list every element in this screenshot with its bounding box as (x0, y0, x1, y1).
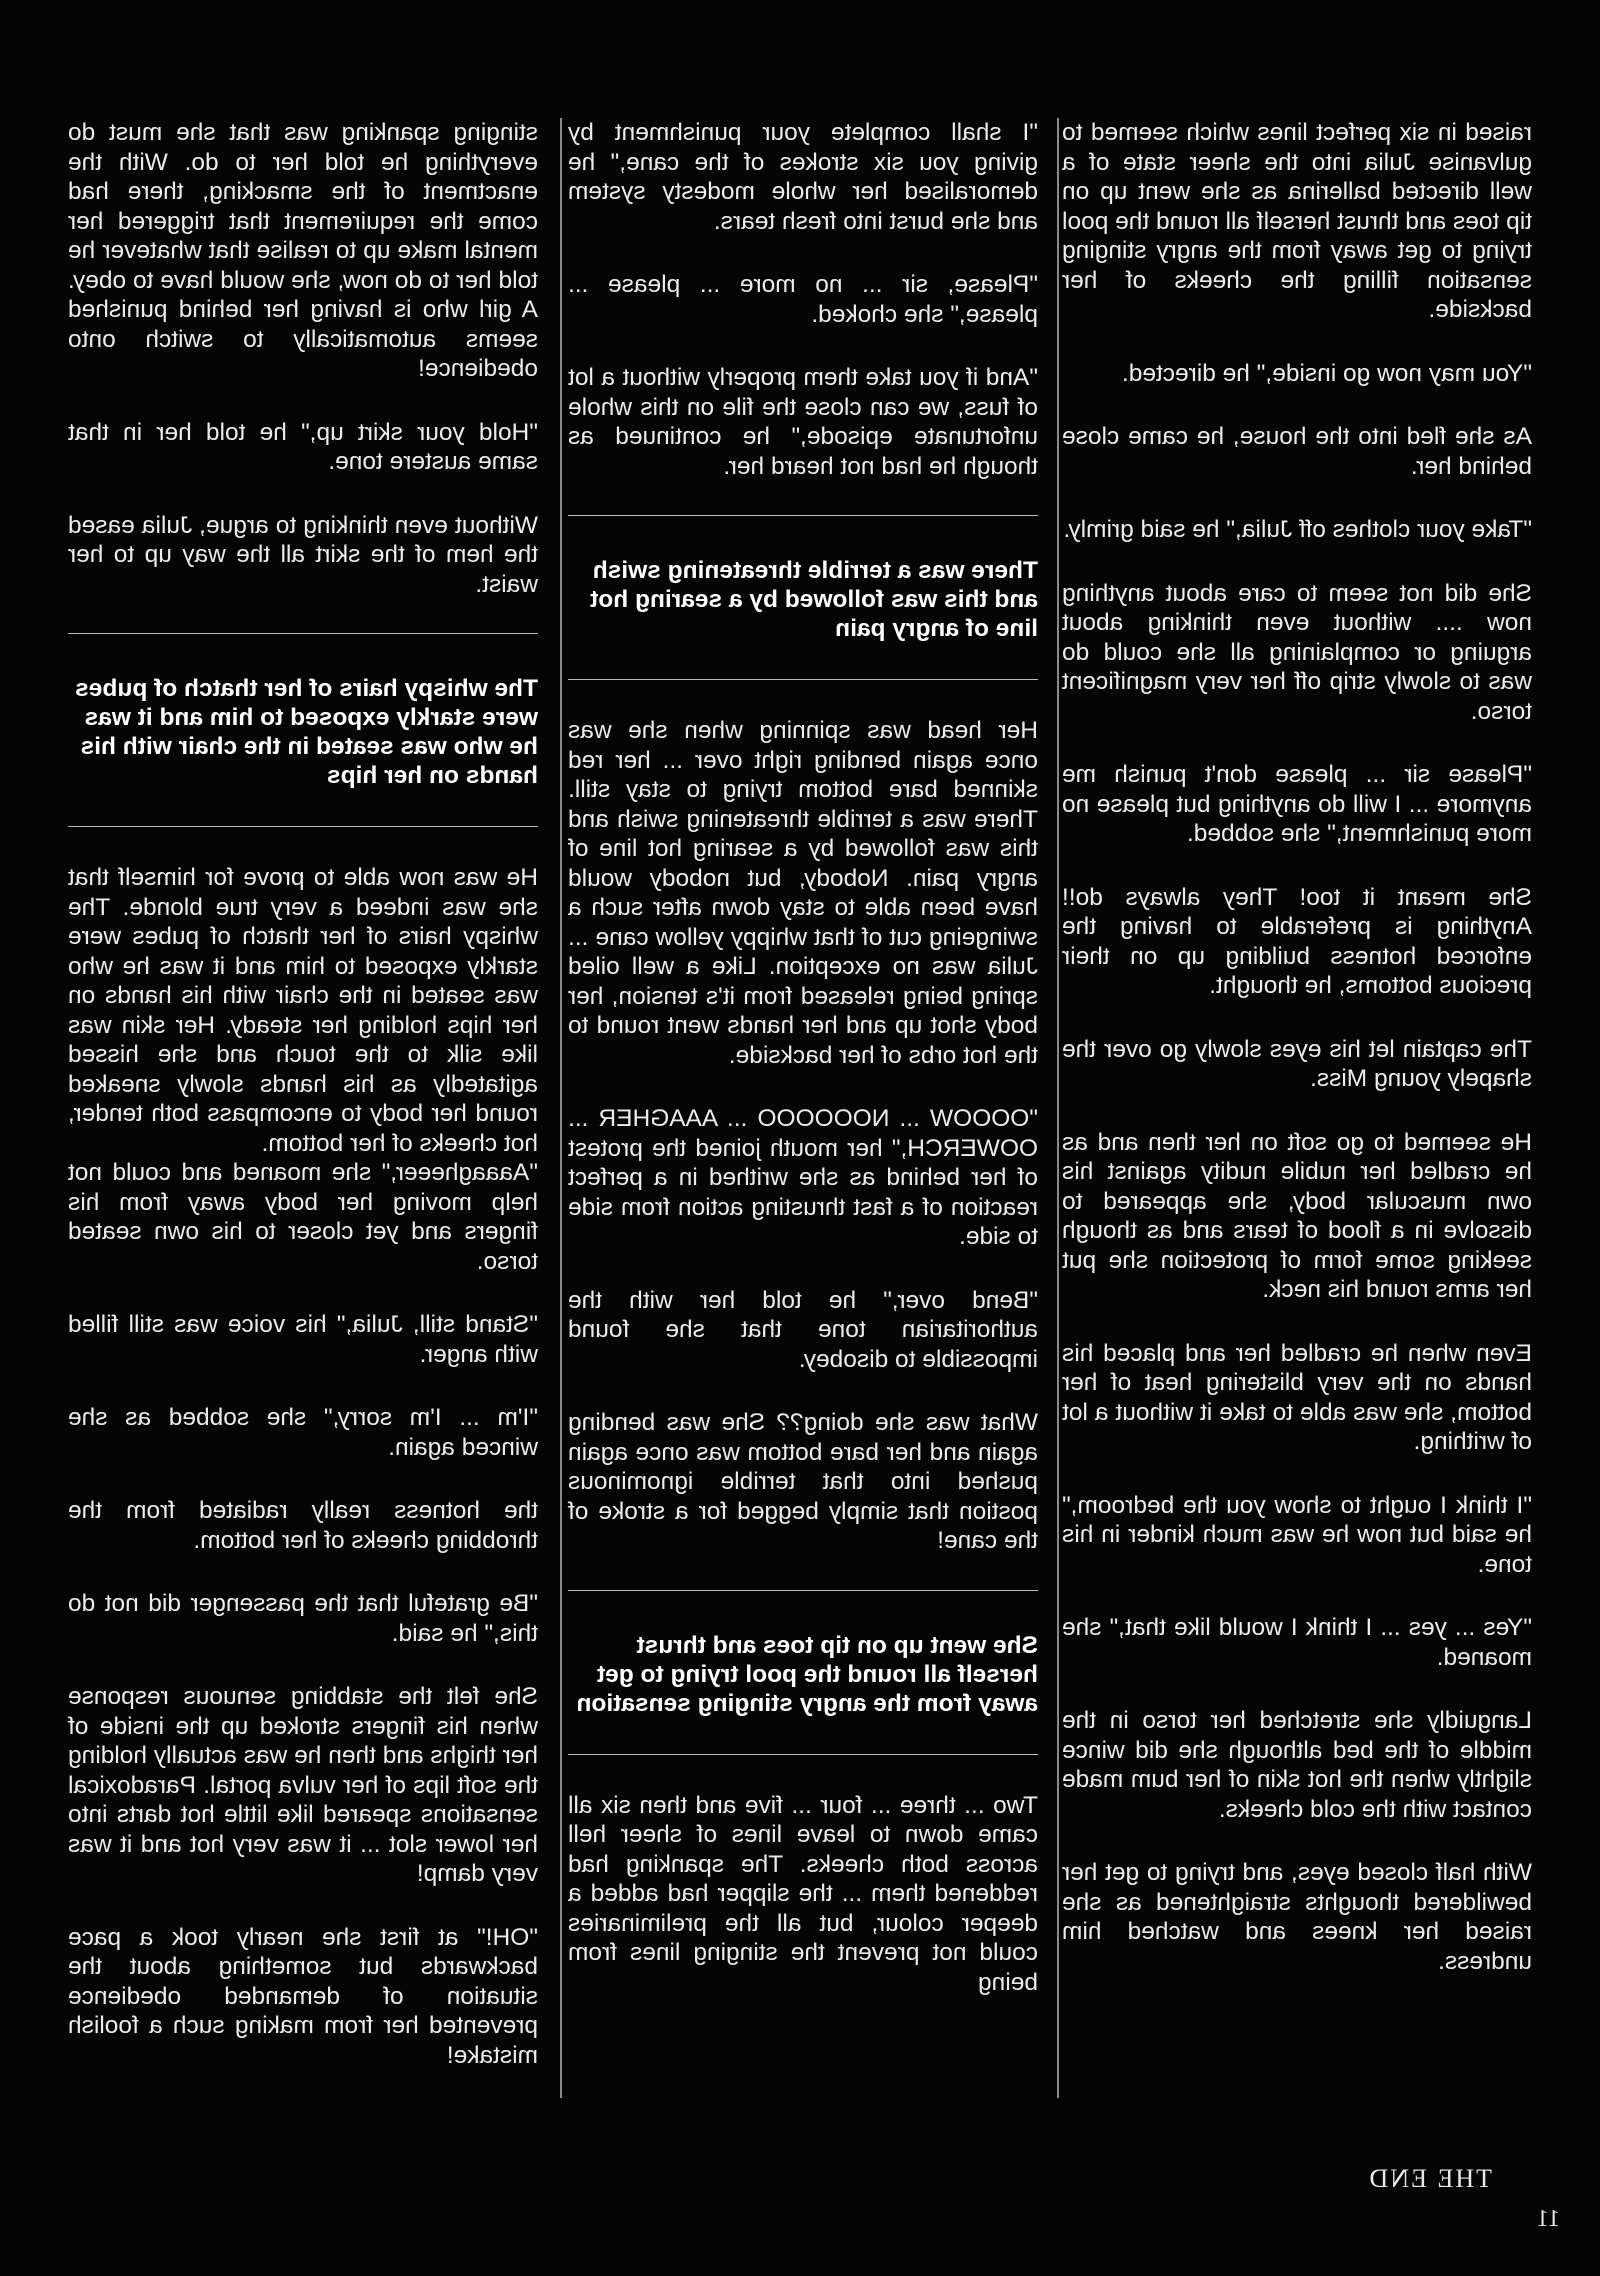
paragraph: "Please, sir ... no more ... please ... please," she choked. (568, 271, 1038, 328)
pull-quote-text: The whispy hairs of her thatch of pubes were starkly exposed to him and it was he who was seated in the chair with his hands on her hips (75, 675, 538, 789)
text-column-1 (68, 118, 538, 2104)
paragraph: "I shall complete your punishment by giving you six strokes of the cane," he demoralised her whole modesty system and she burst into fresh tears. (568, 119, 1038, 235)
paragraph: As she fled into the house, he came close behind her. (1062, 423, 1532, 480)
paragraph: "Please sir ... please don't punish me anymore ... I will do anything but please no more punishment," she sobbed. (1062, 761, 1532, 847)
column-divider (561, 118, 563, 2098)
paragraph: "I think I ought to show you the bedroom," he said but now he was much kinder in his tone. (1062, 1491, 1532, 1578)
paragraph: She did not seem to care about anything now .... without even thinking about arguing or complaining all she could do was to slowly strip off her very magnificent torso. (1062, 579, 1532, 725)
paragraph: "Take your clothes off Julia," he said grimly. (1063, 516, 1532, 543)
text-column-3 (1062, 118, 1532, 2010)
paragraph: Her head was spinning when she was once again bending right over ... her red skinned bare bottom trying to stay still. There was a terrible threatening swish and this was followed by a searing hot line of angry pain. Nobody, but nobody would have been able to stay down after such a swingeing cut of that whippy yellow cane ... Julia was no exception. Like a well oiled spring being released from it's tension, her body shot up and her hands went round to the hot orbs of her backside. (568, 717, 1038, 1069)
paragraph: "You may now go inside," he directed. (1121, 359, 1532, 387)
paragraph: "OH!" at first she nearly took a pace backwards but something about the situation of demanded obedience prevented her from making such a foolish mistake! (68, 1923, 538, 2069)
paragraph: "Be grateful that the passenger did not do this," he said. (68, 1590, 538, 1647)
paragraph: He was now able to prove for himself that she was indeed a very true blonde. The whispy hairs of her thatch of pubes were starkly exposed to him and it was he who was seated in the chair with his hands on her hips holding her steady. Her skin was like silk to the touch and she hissed agitatedly as his hands slowly sneaked round her body to encompass both tender, hot cheeks of her bottom. (68, 864, 538, 1157)
paragraph: With half closed eyes, and trying to get her bewildered thoughts straightened as she raised her knees and watched him undress. (1062, 1859, 1532, 1975)
paragraph: "I'm ... I'm sorry," she sobbed as she winced again. (68, 1404, 538, 1461)
pull-quote-text: She went up on tip toes and thrust herself all round the pool trying to get away from the angry stinging sensation (576, 1631, 1038, 1717)
paragraph: What was she doing?? She was bending again and her bare bottom was once again pushed into that terrible ignominous postion that simply begged for a stroke of the cane! (568, 1409, 1038, 1554)
paragraph: Without even thinking to argue, Julia eased the hem of the skirt all the way up to her waist. (68, 511, 538, 598)
paragraph: "Yes ... yes ... I think I would like that," she moaned. (1062, 1614, 1532, 1671)
paragraph: "Bend over," he told her with the authoritarian tone that she found impossible to disobey. (568, 1286, 1038, 1373)
column-divider (1058, 118, 1060, 2098)
pull-quote-text: There was a terrible threatening swish and this was followed by a searing hot line of angry pain (590, 557, 1038, 642)
paragraph: He seemed to go soft on her then and as he cradled her nubile nudity against his own muscular body, she appeared to dissolve in a flood of tears and as though seeking some form of protection she put her arms round his neck. (1062, 1128, 1532, 1303)
paragraph: "OOOOW ... NOOOOOO ... AAAGHER ... OOWERCH," her mouth joined the protest of her behind as she writhed in a perfect reaction of a fast thrusting action from side to side. (568, 1105, 1038, 1250)
paragraph: raised in six perfect lines which seemed to gulvanise Julia into the sheer state of a well directed ballerina as she went up on tip toes and thrust herself all round the pool trying to get away from the angry stinging sensation filling the cheeks of her backside. (1062, 119, 1532, 323)
page-number: 11 (1536, 2206, 1560, 2232)
paragraph: She meant it too! They always do!! Anything is preferable to having the enforced hotness building up on their precious bottoms, he thought. (1062, 883, 1532, 999)
paragraph: Even when he cradled her and placed his hands on the very blistering heat of her bottom, she was able to take it without a lot of writhing. (1062, 1339, 1532, 1455)
paragraph: Languidly she stretched her torso in the middle of the bed although she did wince slightly when the hot skin of her bum made contact with the cold cheeks. (1062, 1707, 1532, 1823)
paragraph: the hotness really radiated from the throbbing cheeks of her bottom. (68, 1497, 538, 1554)
paragraph: "Aaaagheeer," she moaned and could not help moving her body away from his fingers and yet closer to his own seated torso. (68, 1159, 538, 1275)
paragraph: She felt the stabbing senuous response when his fingers stroked up the inside of her thighs and then he was actually holding the soft lips of her vulva portal. Paradoxical sensations speared like little hot darts into her lower slot ... it was very hot and it was very damp! (68, 1683, 538, 1887)
text-column-2 (568, 118, 1038, 2031)
pull-quote (568, 1590, 1038, 1755)
the-end-label: THE END (1367, 2164, 1492, 2193)
paragraph: "Hold your skirt up," he told her in that same austere tone. (68, 418, 538, 475)
paragraph: Two ... three ... four ... five and then six all came down to leave lines of sheer hell across both cheeks. The spanking had reddened them ... the slipper had added a deeper colour, but all the preliminaries could not prevent the stinging lines from being (568, 1791, 1038, 1996)
paragraph: "Stand still, Julia," his voice was still filled with anger. (68, 1311, 538, 1368)
paragraph: "And if you take them properly without a lot of fuss, we can close the file on this whole unfortunate episode," he continued as though he had not heard her. (568, 364, 1038, 480)
paragraph: stinging spanking was that she must do everything he told her to do. With the enactment of the smacking, there had come the requirement that triggered her mental make up to realise that whatever he told her to do now, she would have to obey. A girl who is having her behind punished seems automatically to switch onto obedience! (68, 119, 538, 382)
pull-quote (568, 515, 1038, 680)
paragraph: The captain let his eyes slowly go over the shapely young Miss. (1062, 1035, 1532, 1092)
pull-quote (68, 633, 538, 827)
